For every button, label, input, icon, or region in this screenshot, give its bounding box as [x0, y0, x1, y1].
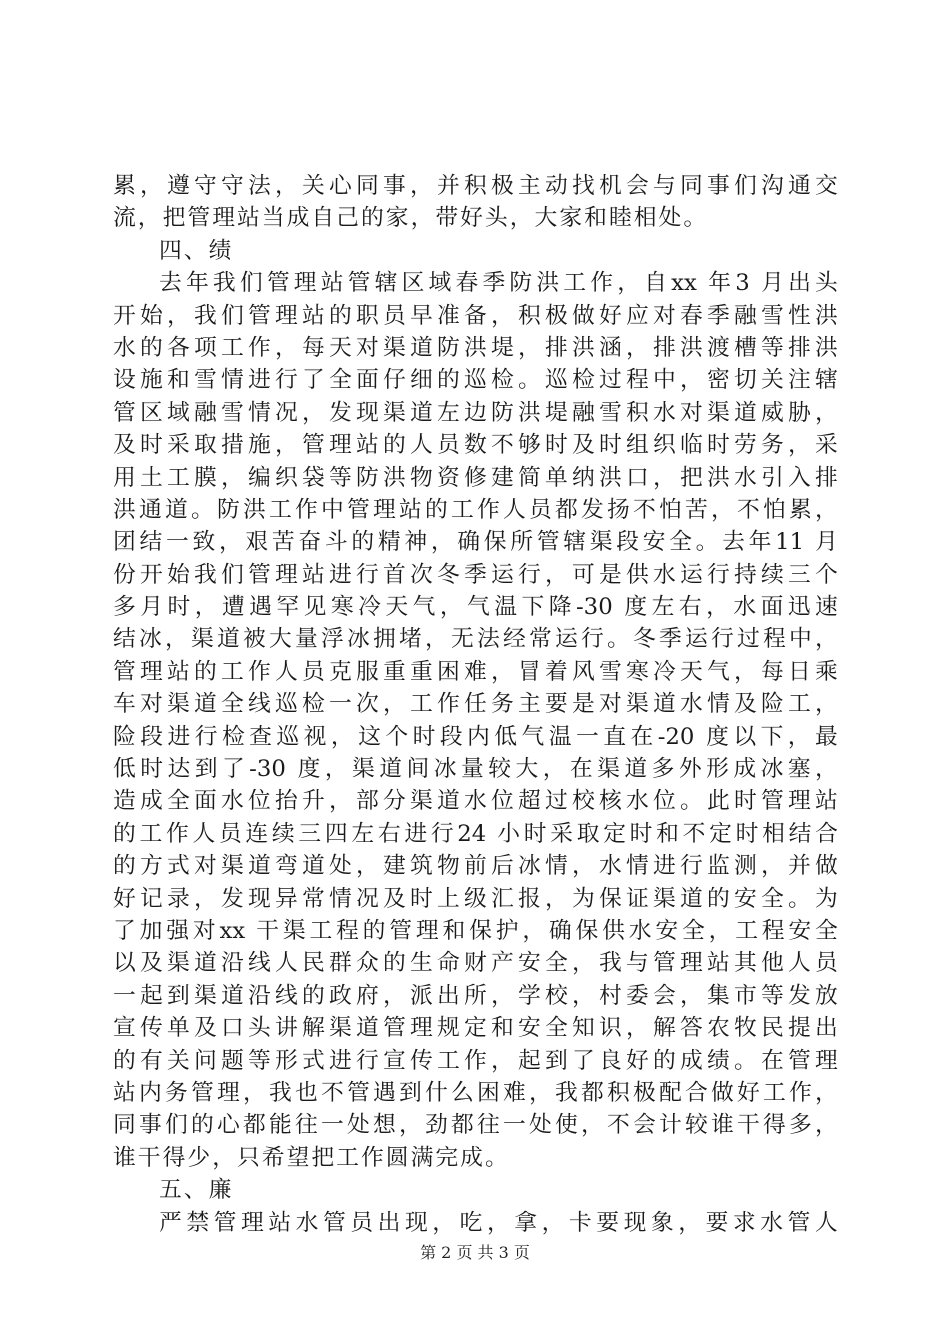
- text-line: 四、绩: [159, 237, 234, 264]
- text-line: 宣 传 单 及 口 头 讲 解 渠 道 管 理 规 定 和 安 全 知 识 ， 解 答 农 牧 民 提 出: [113, 1015, 838, 1042]
- page-footer: 第 2 页 共 3 页: [420, 1243, 530, 1262]
- text-line: 五、廉: [159, 1177, 234, 1204]
- text-line: 用 土 工 膜 ， 编 织 袋 等 防 洪 物 资 修 建 简 单 纳 洪 口 ， 把 洪 水 引 入 排: [113, 464, 838, 491]
- text-line: 车 对 渠 道 全 线 巡 检 一 次 ， 工 作 任 务 主 要 是 对 渠 道 水 情 及 险 工 ，: [113, 691, 838, 718]
- text-line: 了 加 强 对 xx 干 渠 工 程 的 管 理 和 保 护 ， 确 保 供 水 安 全 ， 工 程 安 全: [113, 917, 838, 944]
- text-line: 以 及 渠 道 沿 线 人 民 群 众 的 生 命 财 产 安 全 ， 我 与 管 理 站 其 他 人 员: [113, 950, 838, 977]
- text-line: 的 有 关 问 题 等 形 式 进 行 宣 传 工 作 ， 起 到 了 良 好 的 成 绩 。 在 管 理: [113, 1047, 838, 1074]
- text-line: 低 时 达 到 了 -30 度 ， 渠 道 间 冰 量 较 大 ， 在 渠 道 多 外 形 成 冰 塞 ，: [113, 756, 838, 783]
- text-line: 一 起 到 渠 道 沿 线 的 政 府 ， 派 出 所 ， 学 校 ， 村 委 会 ， 集 市 等 发 放: [113, 982, 838, 1009]
- text-line: 同 事 们 的 心 都 能 往 一 处 想 ， 劲 都 往 一 处 使 ， 不 会 计 较 谁 干 得 多 ，: [113, 1112, 838, 1139]
- text-line: 的 工 作 人 员 连 续 三 四 左 右 进 行 24 小 时 采 取 定 时 和 不 定 时 相 结 合: [113, 820, 838, 847]
- text-line: 严 禁 管 理 站 水 管 员 出 现 ， 吃 ， 拿 ， 卡 要 现 象 ， 要 求 水 管 人: [159, 1209, 838, 1236]
- text-line: 累 ， 遵 守 守 法 ， 关 心 同 事 ， 并 积 极 主 动 找 机 会 与 同 事 们 沟 通 交: [113, 173, 838, 199]
- text-line: 份 开 始 我 们 管 理 站 进 行 首 次 冬 季 运 行 ， 可 是 供 水 运 行 持 续 三 个: [113, 561, 838, 588]
- text-line: 团 结 一 致 ， 艰 苦 奋 斗 的 精 神 ， 确 保 所 管 辖 渠 段 安 全 。 去 年 11 月: [113, 529, 838, 556]
- text-line: 的 方 式 对 渠 道 弯 道 处 ， 建 筑 物 前 后 冰 情 ， 水 情 进 行 监 测 ， 并 做: [113, 853, 838, 880]
- text-line: 结 冰 ， 渠 道 被 大 量 浮 冰 拥 堵 ， 无 法 经 常 运 行 。 冬 季 运 行 过 程 中 ，: [113, 626, 838, 653]
- text-line: 去 年 我 们 管 理 站 管 辖 区 域 春 季 防 洪 工 作 ， 自 xx 年 3 月 出 头: [159, 270, 838, 297]
- text-line: 水 的 各 项 工 作 ， 每 天 对 渠 道 防 洪 堤 ， 排 洪 涵 ， 排 洪 渡 槽 等 排 洪: [113, 334, 838, 361]
- text-line: 管 理 站 的 工 作 人 员 克 服 重 重 困 难 ， 冒 着 风 雪 寒 冷 天 气 ， 每 日 乘: [113, 658, 838, 685]
- text-line: 及 时 采 取 措 施 ， 管 理 站 的 人 员 数 不 够 时 及 时 组 织 临 时 劳 务 ， 采: [113, 432, 838, 459]
- text-line: 流，把管理站当成自己的家，带好头，大家和睦相处。: [113, 205, 709, 232]
- text-line: 站 内 务 管 理 ， 我 也 不 管 遇 到 什 么 困 难 ， 我 都 积 极 配 合 做 好 工 作 ，: [113, 1079, 838, 1106]
- text-line: 多 月 时 ， 遭 遇 罕 见 寒 冷 天 气 ， 气 温 下 降 -30 度 左 右 ， 水 面 迅 速: [113, 594, 838, 621]
- text-line: 洪 通 道 。 防 洪 工 作 中 管 理 站 的 工 作 人 员 都 发 扬 不 怕 苦 ， 不 怕 累 ，: [113, 496, 838, 523]
- text-line: 设 施 和 雪 情 进 行 了 全 面 仔 细 的 巡 检 。 巡 检 过 程 中 ， 密 切 关 注 辖: [113, 367, 838, 394]
- text-line: 险 段 进 行 检 查 巡 视 ， 这 个 时 段 内 低 气 温 一 直 在 -20 度 以 下 ， 最: [113, 723, 838, 750]
- text-line: 管 区 域 融 雪 情 况 ， 发 现 渠 道 左 边 防 洪 堤 融 雪 积 水 对 渠 道 威 胁 ，: [113, 399, 838, 426]
- text-line: 造 成 全 面 水 位 抬 升 ， 部 分 渠 道 水 位 超 过 校 核 水 位 。 此 时 管 理 站: [113, 788, 838, 815]
- document-body: [113, 170, 838, 1239]
- text-line: 谁干得少，只希望把工作圆满完成。: [113, 1144, 510, 1171]
- text-line: 好 记 录 ， 发 现 异 常 情 况 及 时 上 级 汇 报 ， 为 保 证 渠 道 的 安 全 。 为: [113, 885, 838, 912]
- text-line: 开 始 ， 我 们 管 理 站 的 职 员 早 准 备 ， 积 极 做 好 应 对 春 季 融 雪 性 洪: [113, 302, 838, 329]
